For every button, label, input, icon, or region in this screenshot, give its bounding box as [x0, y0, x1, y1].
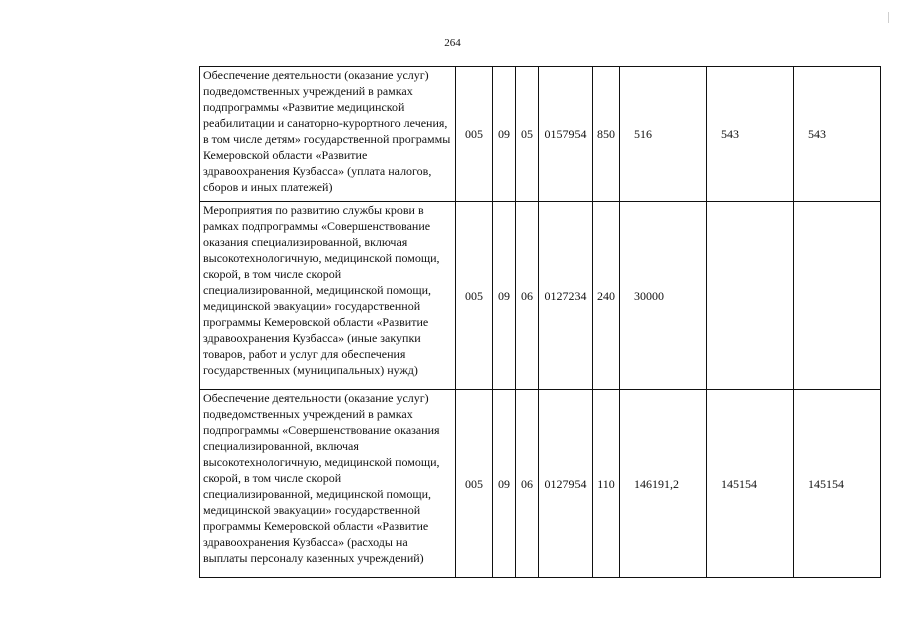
amount-year-2: [707, 202, 794, 390]
amount-year-3: 145154: [794, 390, 881, 578]
budget-table: [199, 66, 881, 578]
target-article-code: 0127234: [539, 202, 593, 390]
row-description: Обеспечение деятельности (оказание услуг) подведомственных учреждений в рамках подпрограммы «Совершенствование оказания специализированной, включая высокотехнологичную, медицинской помощи, скорой, в том числе скорой специализированной, медицинской помощи, медицинской эвакуации» государственной программы Кемеровской области «Развитие здравоохранения Кузбасса» (расходы на выплаты персоналу казенных учреждений): [200, 390, 456, 578]
amount-year-1: 516: [620, 67, 707, 202]
section-code: 09: [493, 202, 516, 390]
target-article-code: 0127954: [539, 390, 593, 578]
page-number: 264: [444, 37, 461, 49]
table-row: [200, 67, 881, 202]
section-code: 09: [493, 390, 516, 578]
section-code: 09: [493, 67, 516, 202]
ministry-code: 005: [456, 202, 493, 390]
table-row: [200, 202, 881, 390]
expense-type-code: 110: [593, 390, 620, 578]
amount-year-1: 30000: [620, 202, 707, 390]
subsection-code: 06: [516, 390, 539, 578]
expense-type-code: 850: [593, 67, 620, 202]
amount-year-2: 145154: [707, 390, 794, 578]
scan-edge-mark: [888, 12, 889, 23]
ministry-code: 005: [456, 390, 493, 578]
amount-year-3: [794, 202, 881, 390]
target-article-code: 0157954: [539, 67, 593, 202]
subsection-code: 06: [516, 202, 539, 390]
subsection-code: 05: [516, 67, 539, 202]
amount-year-1: 146191,2: [620, 390, 707, 578]
table-row: [200, 390, 881, 578]
row-description: Обеспечение деятельности (оказание услуг) подведомственных учреждений в рамках подпрограммы «Развитие медицинской реабилитации и санаторно-курортного лечения, в том числе детям» государственной программы Кемеровской области «Развитие здравоохранения Кузбасса» (уплата налогов, сборов и иных платежей): [200, 67, 456, 202]
row-description: Мероприятия по развитию службы крови в рамках подпрограммы «Совершенствование оказания специализированной, включая высокотехнологичную, медицинской помощи, скорой, в том числе скорой специализированной, медицинской помощи, медицинской эвакуации» государственной программы Кемеровской области «Развитие здравоохранения Кузбасса» (иные закупки товаров, работ и услуг для обеспечения государственных (муниципальных) нужд): [200, 202, 456, 390]
expense-type-code: 240: [593, 202, 620, 390]
amount-year-2: 543: [707, 67, 794, 202]
ministry-code: 005: [456, 67, 493, 202]
amount-year-3: 543: [794, 67, 881, 202]
